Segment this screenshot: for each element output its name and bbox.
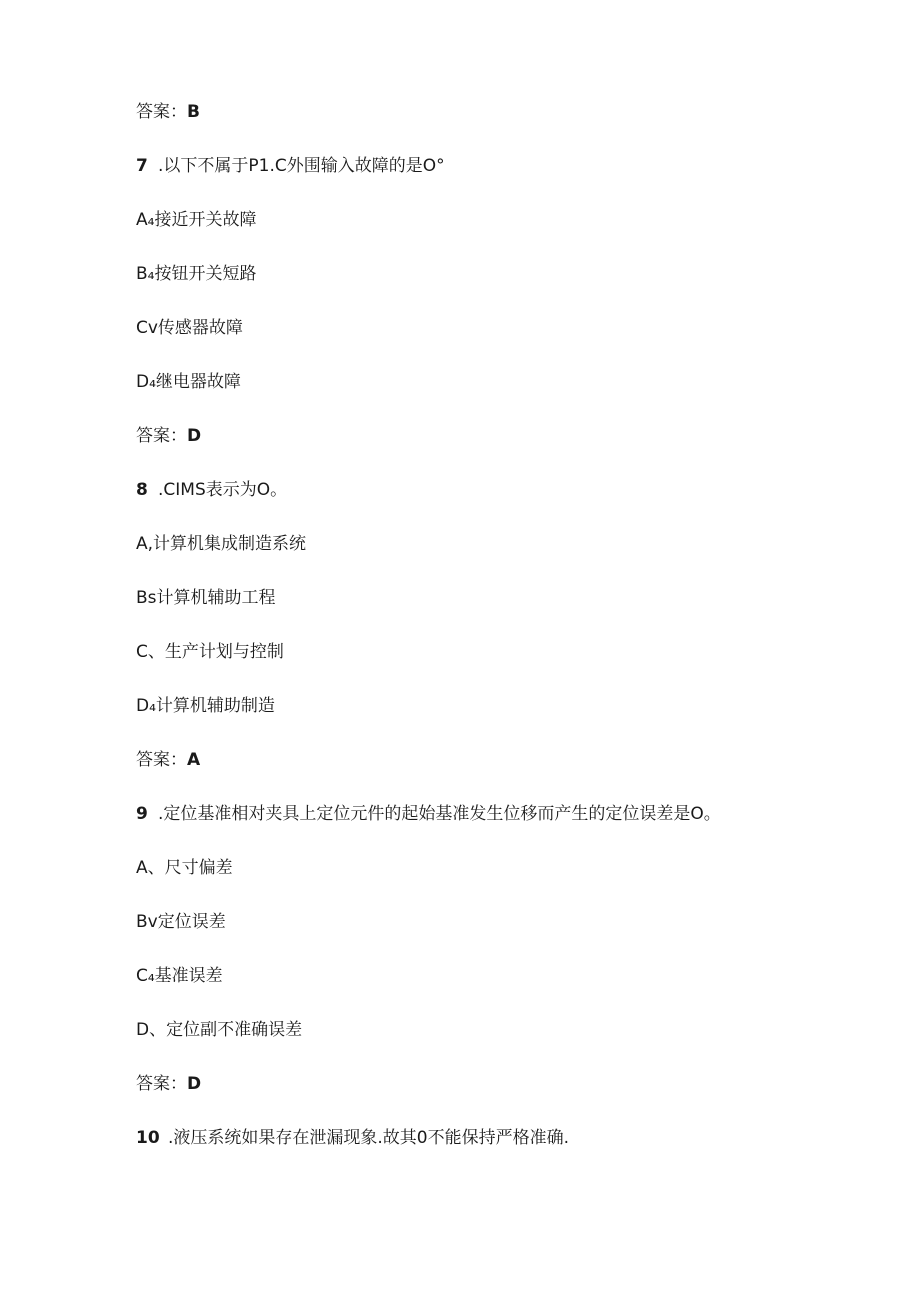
answer-label: 答案： [136, 426, 187, 446]
answer-value: A [187, 750, 201, 770]
question-text: .以下不属于P1.C外围输入故障的是O° [158, 156, 445, 176]
question-9 [136, 803, 721, 825]
option-a: A、尺寸偏差 [136, 858, 233, 878]
answer-label: 答案： [136, 1074, 187, 1094]
question-10 [136, 1127, 569, 1149]
question-text: .CIMS表示为O。 [158, 480, 288, 500]
option-d: D₄计算机辅助制造 [136, 696, 275, 716]
answer-line [136, 749, 200, 771]
option-b: Bs计算机辅助工程 [136, 588, 276, 608]
option-a: A₄接近开关故障 [136, 210, 257, 230]
answer-line [136, 1073, 201, 1095]
question-8 [136, 479, 287, 501]
question-7 [136, 155, 445, 177]
option-a: A,计算机集成制造系统 [136, 534, 307, 554]
option-c: Cv传感器故障 [136, 318, 243, 338]
question-number: 10 [136, 1128, 160, 1148]
answer-value: B [187, 102, 200, 122]
question-number: 9 [136, 804, 148, 824]
option-b: Bv定位误差 [136, 912, 226, 932]
question-number: 8 [136, 480, 148, 500]
answer-label: 答案： [136, 102, 187, 122]
option-b: B₄按钮开关短路 [136, 264, 257, 284]
answer-label: 答案： [136, 750, 187, 770]
answer-value: D [187, 426, 202, 446]
option-c: C、生产计划与控制 [136, 642, 284, 662]
option-d: D、定位副不准确误差 [136, 1020, 303, 1040]
answer-value: D [187, 1074, 202, 1094]
question-text: .液压系统如果存在泄漏现象.故其0不能保持严格准确. [168, 1128, 570, 1148]
answer-line [136, 425, 201, 447]
option-d: D₄继电器故障 [136, 372, 241, 392]
option-c: C₄基准误差 [136, 966, 223, 986]
answer-line [136, 101, 200, 123]
question-text: .定位基准相对夹具上定位元件的起始基准发生位移而产生的定位误差是O。 [158, 804, 721, 824]
question-number: 7 [136, 156, 148, 176]
